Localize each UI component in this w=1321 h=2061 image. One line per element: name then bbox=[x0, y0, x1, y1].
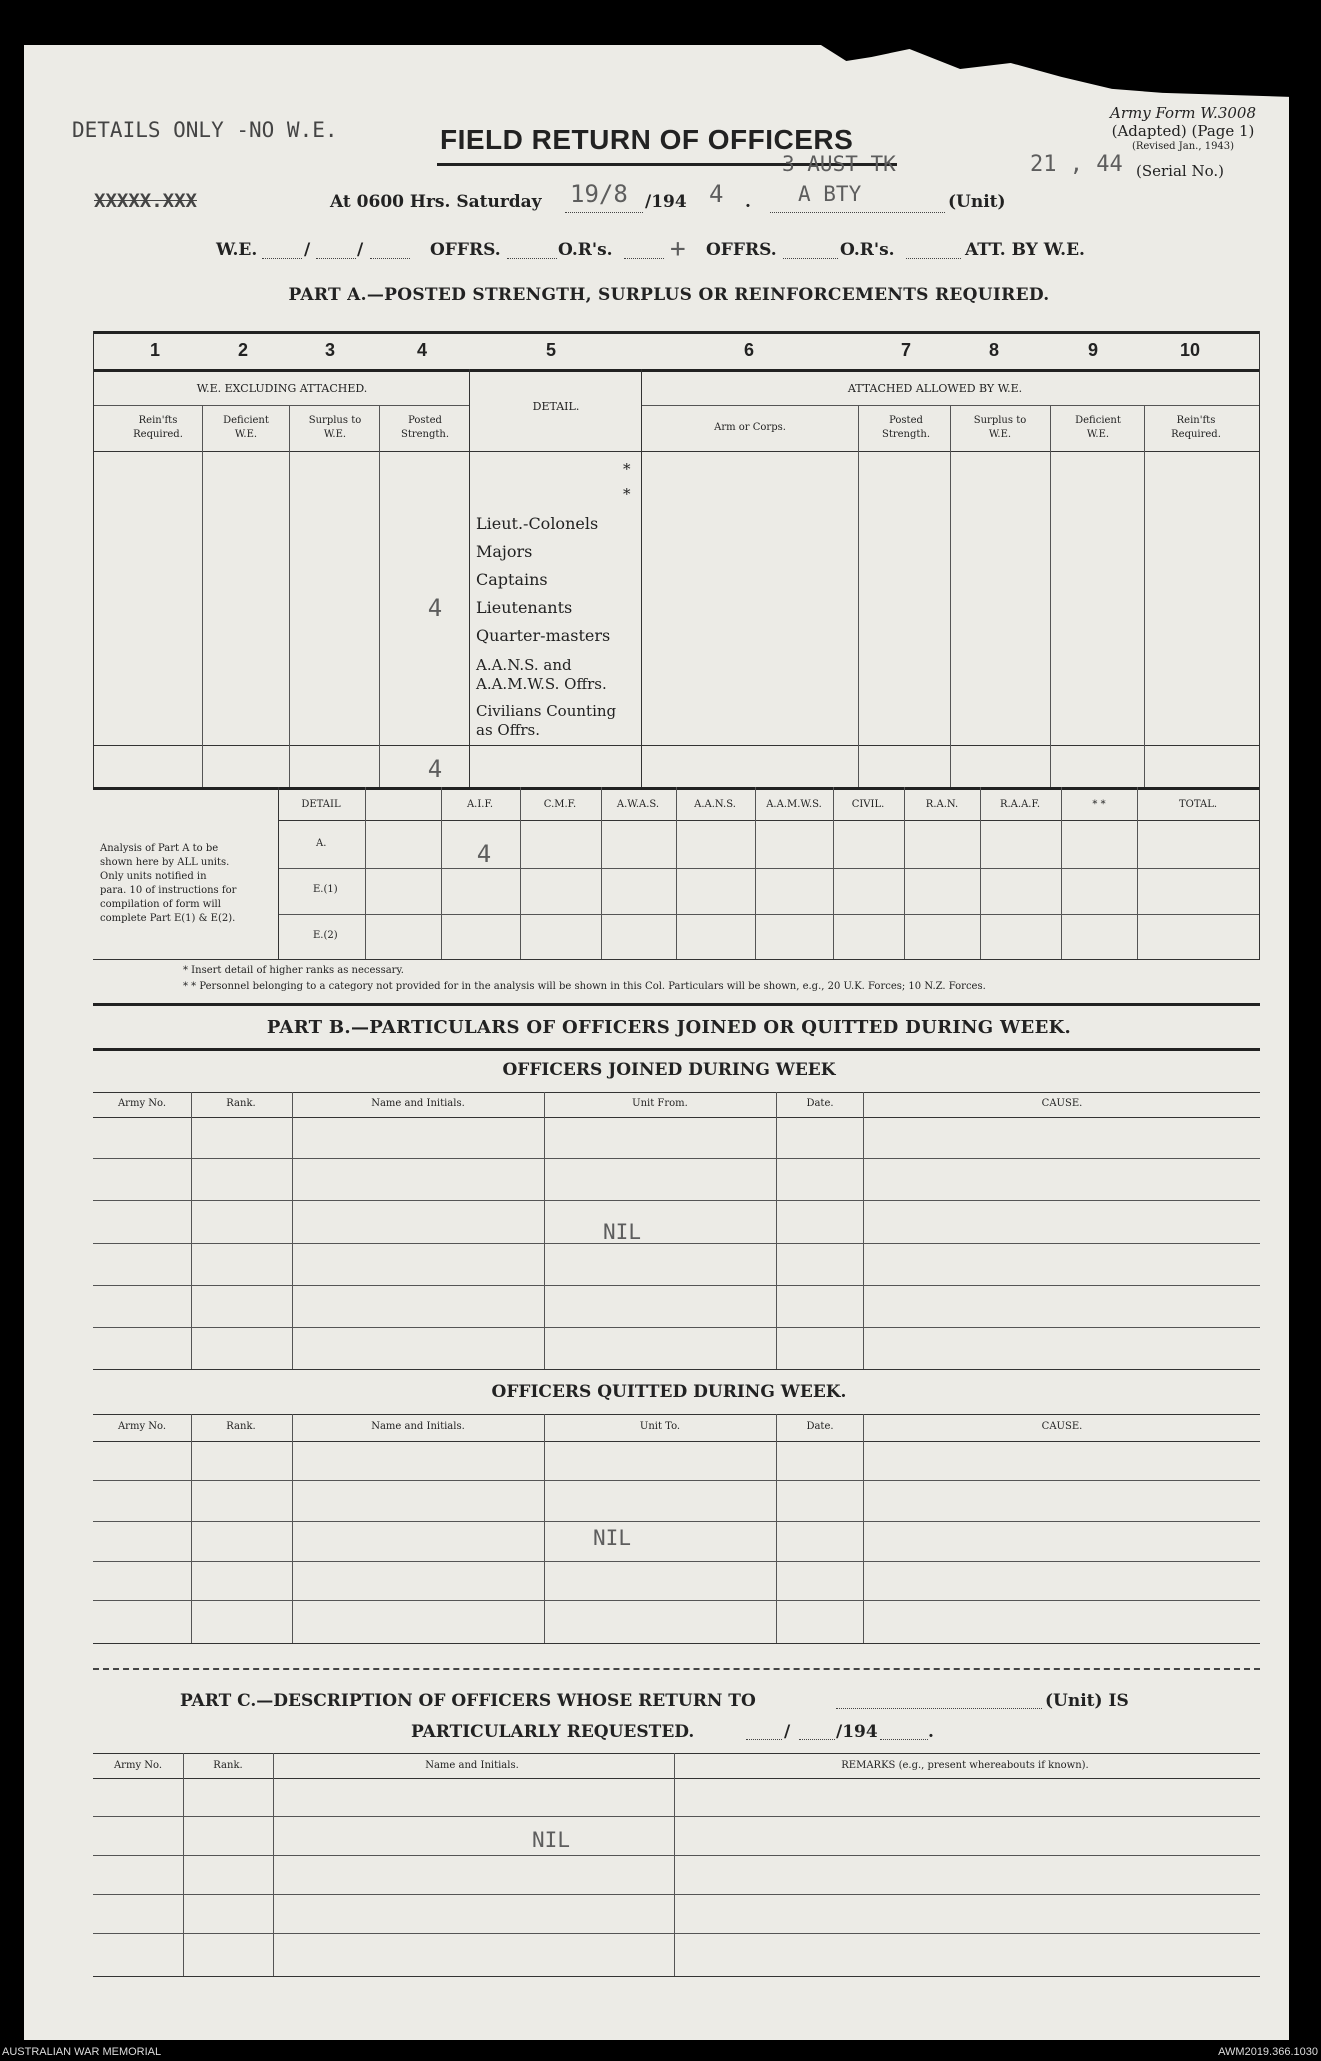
serial-label: (Serial No.) bbox=[1136, 162, 1224, 180]
analysis-note: Analysis of Part A to be shown here by ALL units. Only units notified in para. 10 of instructions for compilation of form will complete Part E(1) & E(2). bbox=[100, 843, 237, 924]
rank-lieutenants: Lieutenants bbox=[476, 598, 573, 617]
year-digit: 4 bbox=[709, 180, 724, 208]
adapted-label: (Adapted) (Page 1) bbox=[1111, 122, 1255, 140]
lieutenants-posted-strength: 4 bbox=[427, 594, 443, 622]
part-a-title: PART A.—POSTED STRENGTH, SURPLUS OR REINFORCEMENTS REQUIRED. bbox=[288, 285, 1050, 305]
serial-number: 21 , 44 bbox=[1030, 152, 1123, 177]
total-posted-strength: 4 bbox=[427, 755, 443, 783]
rank-civilians: Civilians Counting as Offrs. bbox=[476, 702, 617, 739]
we-label: W.E. bbox=[216, 240, 258, 260]
att-by-we-label: ATT. BY W.E. bbox=[965, 240, 1085, 260]
ors-label-1: O.R's. bbox=[558, 240, 613, 260]
rank-quarter-masters: Quarter-masters bbox=[476, 626, 611, 645]
date-value: 19/8 bbox=[570, 180, 628, 208]
rank-lieut-colonels: Lieut.-Colonels bbox=[476, 514, 599, 533]
part-c-unit-is: (Unit) IS bbox=[1045, 1691, 1129, 1711]
rank-aans: A.A.N.S. and A.A.M.W.S. Offrs. bbox=[476, 656, 607, 693]
part-c-nil: NIL bbox=[532, 1828, 570, 1852]
aif-value: 4 bbox=[476, 840, 492, 868]
footer-right: AWM2019.366.1030 bbox=[1218, 2046, 1318, 2058]
quitted-title: OFFICERS QUITTED DURING WEEK. bbox=[491, 1382, 847, 1402]
part-c-requested: PARTICULARLY REQUESTED. bbox=[411, 1722, 695, 1742]
details-stamp: DETAILS ONLY -NO W.E. bbox=[72, 118, 338, 142]
unit-label: (Unit) bbox=[948, 192, 1006, 212]
unit-top-value: 3 AUST TK bbox=[782, 152, 896, 176]
ors-label-2: O.R's. bbox=[840, 240, 895, 260]
part-c-title: PART C.—DESCRIPTION OF OFFICERS WHOSE RETURN TO bbox=[180, 1691, 756, 1711]
army-form-label: Army Form W.3008 bbox=[1110, 104, 1256, 122]
we-excluding-header: W.E. EXCLUDING ATTACHED. bbox=[196, 382, 368, 395]
joined-nil: NIL bbox=[603, 1220, 641, 1244]
part-b-title: PART B.—PARTICULARS OF OFFICERS JOINED OR QUITTED DURING WEEK. bbox=[266, 1017, 1072, 1038]
offrs-label-2: OFFRS. bbox=[706, 240, 777, 260]
footer-left: AUSTRALIAN WAR MEMORIAL bbox=[2, 2046, 162, 2058]
rank-captains: Captains bbox=[476, 570, 548, 589]
quitted-nil: NIL bbox=[593, 1526, 631, 1550]
crossed-out-text: XXXXX.XXX bbox=[94, 190, 197, 212]
year-prefix: /194 bbox=[645, 192, 687, 212]
offrs-label-1: OFFRS. bbox=[430, 240, 501, 260]
footnote-1: * Insert detail of higher ranks as necessary. bbox=[183, 965, 404, 976]
rank-majors: Majors bbox=[476, 542, 533, 561]
footnote-2: * * Personnel belonging to a category not provided for in the analysis will be shown in this Col. Particulars will be shown, e.g., 20 U.K. Forces; 10 N.Z. Forces. bbox=[183, 981, 986, 992]
revised-label: (Revised Jan., 1943) bbox=[1131, 141, 1235, 152]
plus-mark: + bbox=[670, 234, 686, 264]
time-day-label: At 0600 Hrs. Saturday bbox=[330, 192, 542, 212]
attached-header: ATTACHED ALLOWED BY W.E. bbox=[847, 382, 1023, 395]
joined-title: OFFICERS JOINED DURING WEEK bbox=[502, 1060, 836, 1080]
form-title: FIELD RETURN OF OFFICERS bbox=[440, 124, 854, 155]
detail-header: DETAIL. bbox=[532, 400, 580, 413]
unit-value: A BTY bbox=[798, 182, 862, 206]
